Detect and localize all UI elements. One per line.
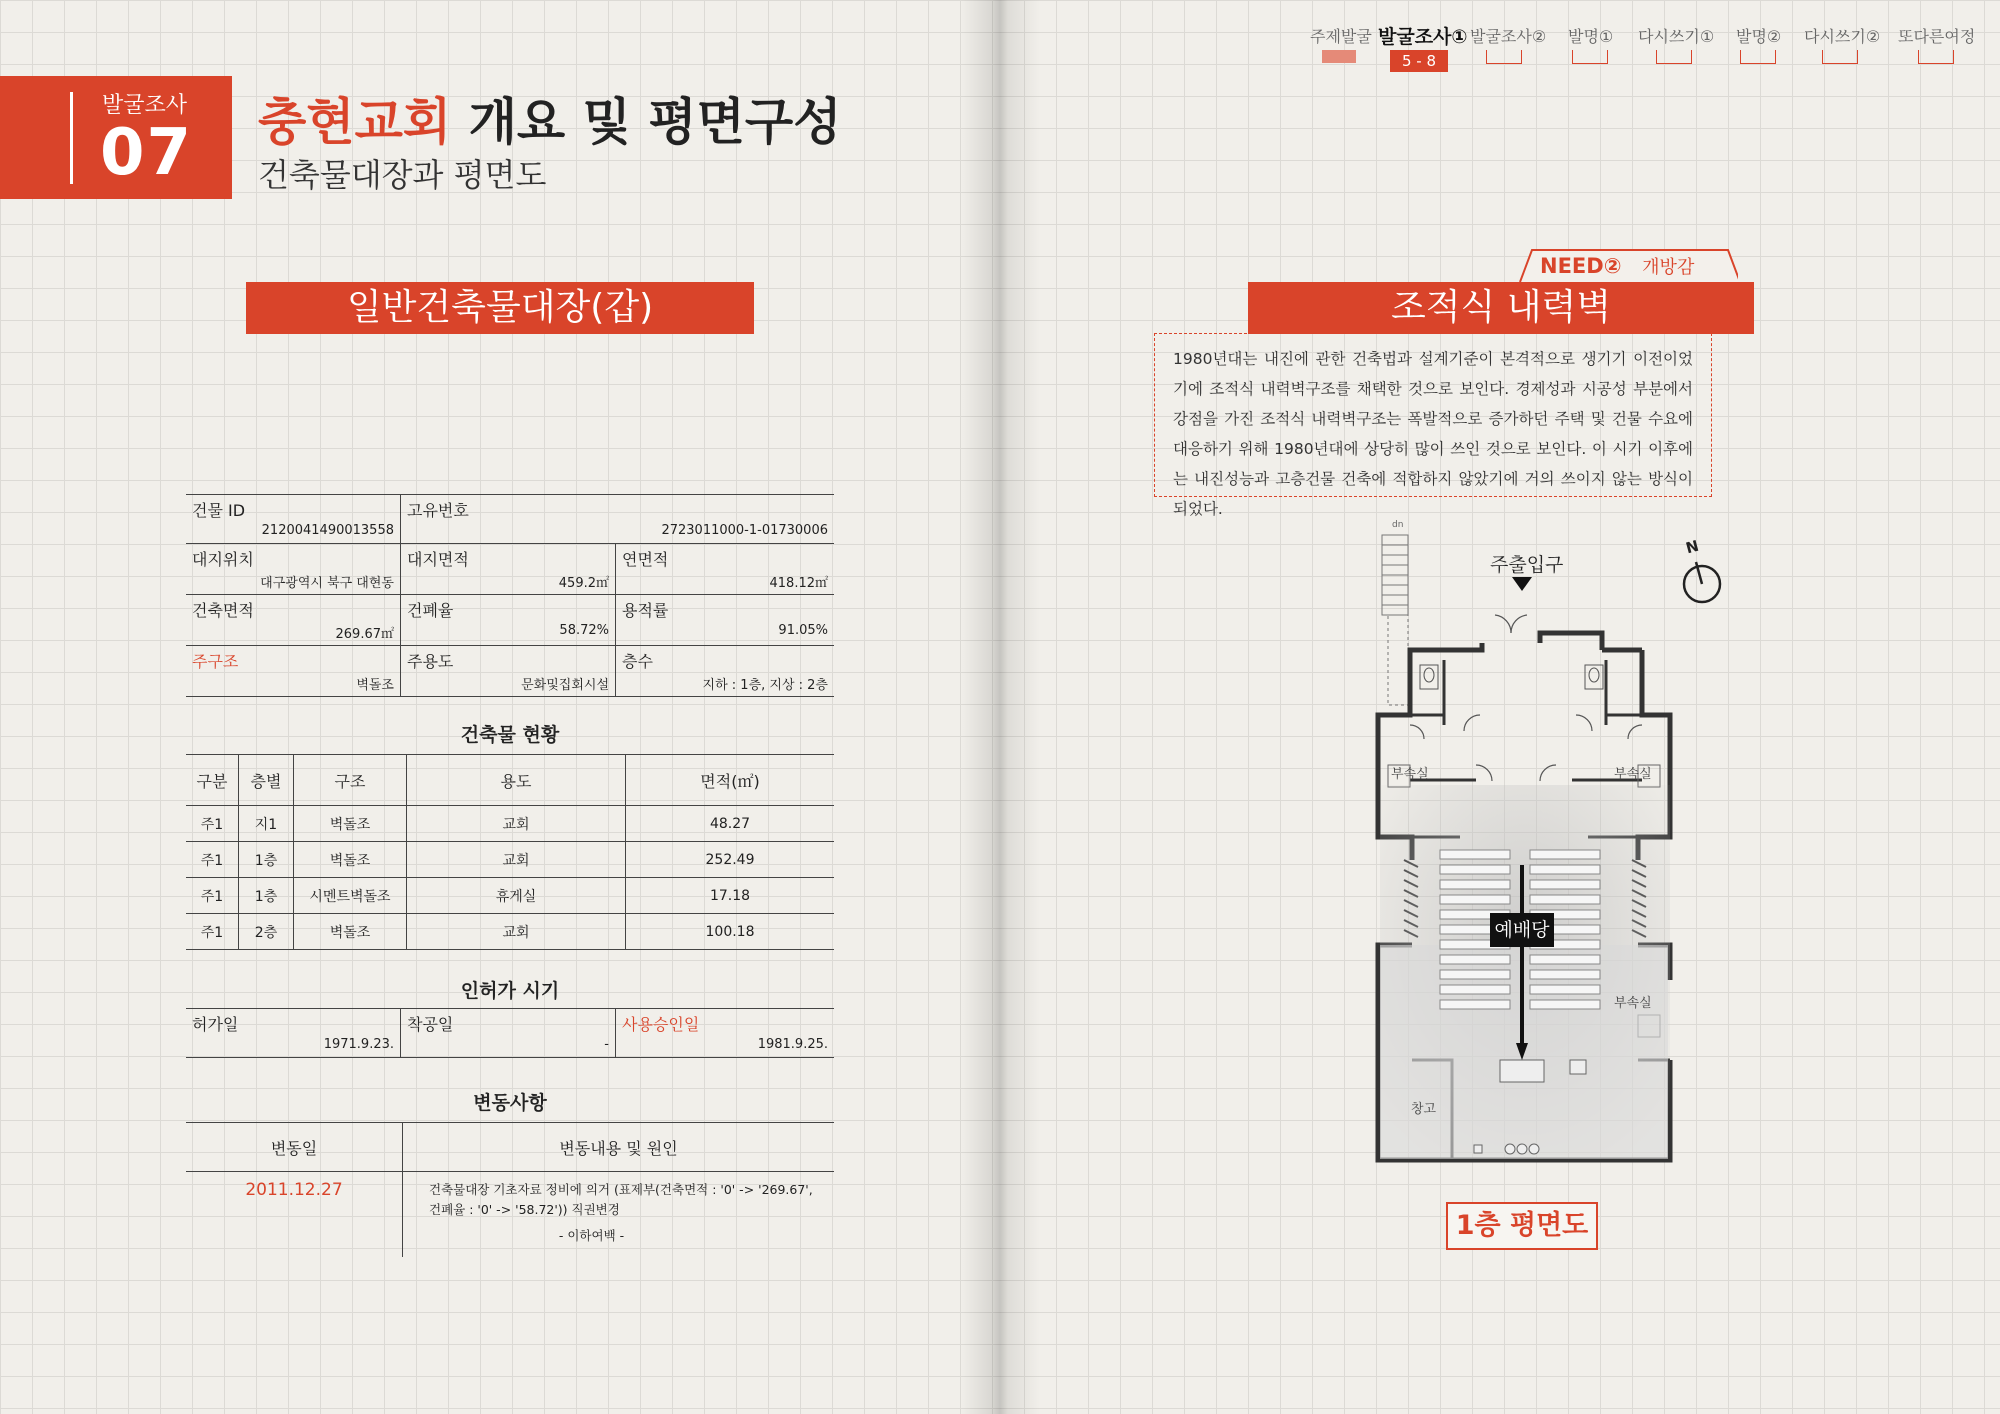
table-cell: 주1	[186, 806, 239, 842]
structure-label: 주구조	[192, 652, 239, 671]
table-row	[186, 806, 834, 842]
status-table	[186, 754, 834, 950]
room-label-left: 부속실	[1391, 767, 1429, 782]
coverage-label: 건폐율	[407, 601, 454, 620]
approval-label: 사용승인일	[622, 1015, 700, 1034]
need-label: NEED②	[1540, 254, 1622, 278]
change-header: 변동내용 및 원인	[403, 1123, 835, 1172]
table-row	[186, 914, 834, 950]
total-area-label: 연면적	[622, 550, 669, 569]
total-area-value: 418.12㎡	[769, 576, 828, 591]
coverage-value: 58.72%	[559, 623, 609, 638]
table-cell: 시멘트벽돌조	[294, 878, 407, 914]
building-area-label: 건축면적	[192, 601, 254, 620]
status-header: 용도	[407, 755, 626, 806]
table-cell: 휴게실	[407, 878, 626, 914]
status-header: 면적(㎡)	[626, 755, 835, 806]
change-title: 변동사항	[473, 1092, 547, 1114]
title-rest: 개요 및 평면구성	[451, 93, 842, 151]
nav-marker	[1572, 50, 1608, 64]
description-box: 1980년대는 내진에 관한 건축법과 설계기준이 본격적으로 생기기 이전이었기에 조적식 내력벽구조를 채택한 것으로 보인다. 경제성과 시공성 부분에서 강점을 가진 조적식 내력벽구조는 폭발적으로 증가하던 주택 및 건물 수요에 대응하기 위해 1980년대에 상당히 많이 쓰인 것으로 보인다. 이 시기 이후에는 내진성능과 고층건물 건축에 적합하지 않았기에 거의 쓰이지 않는 방식이 되었다.	[1154, 333, 1712, 497]
table-cell: 48.27	[626, 806, 835, 842]
structure-value: 벽돌조	[356, 678, 394, 693]
table-cell: 벽돌조	[294, 842, 407, 878]
nav-item[interactable]: 발명①	[1568, 27, 1614, 46]
section-title-register: 일반건축물대장(갑)	[246, 282, 754, 334]
entrance-arrow	[1512, 577, 1532, 591]
floors-value: 지하 : 1층, 지상 : 2층	[702, 678, 828, 693]
floors-label: 층수	[622, 652, 653, 671]
unique-no-label: 고유번호	[407, 501, 469, 520]
table-cell: 1층	[239, 878, 294, 914]
nav-item[interactable]: 발굴조사②	[1470, 27, 1547, 46]
nav-item-active[interactable]: 발굴조사①	[1378, 26, 1468, 48]
storage-label: 창고	[1411, 1102, 1437, 1117]
page-range-badge: 5 - 8	[1390, 50, 1448, 72]
table-cell: 교회	[407, 914, 626, 950]
status-header: 구분	[186, 755, 239, 806]
chapter-divider	[70, 92, 73, 184]
table-cell: 벽돌조	[294, 806, 407, 842]
book-fold	[960, 0, 1040, 1414]
change-line: 건축물대장 기초자료 정비에 의거 (표제부(건축면적 : '0' -> '269.67',	[429, 1182, 813, 1197]
change-table	[186, 1122, 834, 1257]
outdoor-stair	[1370, 535, 1408, 710]
register-table	[186, 494, 834, 697]
status-title: 건축물 현황	[460, 724, 560, 746]
north-label: N	[1683, 536, 1701, 558]
nav-marker	[1656, 50, 1692, 64]
table-cell: 벽돌조	[294, 914, 407, 950]
nav-item[interactable]: 발명②	[1736, 27, 1782, 46]
nav-item[interactable]: 다시쓰기①	[1638, 27, 1715, 46]
table-cell: 주1	[186, 914, 239, 950]
table-cell: 100.18	[626, 914, 835, 950]
permit-title: 인허가 시기	[460, 980, 560, 1002]
entrance-label: 주출입구	[1490, 554, 1564, 576]
plan-caption: 1층 평면도	[1446, 1202, 1598, 1250]
use-value: 문화및집회시설	[521, 678, 609, 693]
section-title-wall: 조적식 내력벽	[1248, 282, 1754, 334]
table-cell: 252.49	[626, 842, 835, 878]
nav-marker	[1918, 50, 1954, 64]
change-content	[403, 1172, 835, 1258]
site-area-label: 대지면적	[407, 550, 469, 569]
far-value: 91.05%	[778, 623, 828, 638]
location-value: 대구광역시 북구 대현동	[260, 576, 394, 591]
main-hall-label: 예배당	[1490, 913, 1554, 947]
unique-no-value: 2723011000-1-01730006	[661, 523, 828, 538]
nav-item[interactable]: 다시쓰기②	[1804, 27, 1881, 46]
room-label-right: 부속실	[1614, 767, 1652, 782]
location-label: 대지위치	[192, 550, 254, 569]
chapter-number: 07	[100, 116, 194, 190]
permit-date: 1971.9.23.	[323, 1037, 394, 1052]
nav-item[interactable]: 주제발굴	[1310, 27, 1372, 46]
permit-table	[186, 1008, 834, 1058]
building-area-value: 269.67㎡	[335, 627, 394, 642]
table-row	[186, 878, 834, 914]
title-highlight: 충현교회	[258, 93, 452, 151]
status-header: 구조	[294, 755, 407, 806]
table-cell: 2층	[239, 914, 294, 950]
table-cell: 17.18	[626, 878, 835, 914]
table-cell: 교회	[407, 842, 626, 878]
table-cell: 지1	[239, 806, 294, 842]
room-label-right2: 부속실	[1614, 996, 1652, 1011]
change-date: 2011.12.27	[186, 1172, 403, 1258]
nav-marker	[1822, 50, 1858, 64]
building-id-value: 2120041490013558	[261, 523, 394, 538]
status-header-row	[186, 755, 834, 806]
nav-marker	[1322, 50, 1356, 63]
table-cell: 주1	[186, 842, 239, 878]
site-area-value: 459.2㎡	[558, 576, 609, 591]
start-label: 착공일	[407, 1015, 454, 1034]
nav-marker	[1740, 50, 1776, 64]
building-id-label: 건물 ID	[192, 501, 246, 520]
use-label: 주용도	[407, 652, 454, 671]
permit-label: 허가일	[192, 1015, 239, 1034]
page-subtitle: 건축물대장과 평면도	[258, 156, 547, 194]
floor-plan	[1370, 515, 1700, 1245]
nav-marker	[1486, 50, 1522, 64]
north-arrow-icon	[1678, 540, 1726, 606]
table-cell: 주1	[186, 878, 239, 914]
approval-date: 1981.9.25.	[757, 1037, 828, 1052]
chapter-tab	[0, 76, 232, 199]
toilets	[1420, 665, 1603, 689]
need-tag	[1540, 253, 1694, 279]
table-cell: 1층	[239, 842, 294, 878]
chapter-label: 발굴조사	[102, 93, 188, 118]
change-line: 건폐율 : '0' -> '58.72')) 직권변경	[429, 1202, 620, 1217]
status-header: 층별	[239, 755, 294, 806]
need-value: 개방감	[1642, 257, 1695, 278]
start-date: -	[604, 1037, 609, 1052]
change-header: 변동일	[186, 1123, 403, 1172]
table-cell: 교회	[407, 806, 626, 842]
stair-label: dn	[1392, 520, 1404, 530]
table-row	[186, 842, 834, 878]
page-title	[258, 82, 842, 154]
change-end: - 이하여백 -	[558, 1228, 625, 1243]
nav-item[interactable]: 또다른여정	[1898, 27, 1976, 46]
far-label: 용적률	[622, 601, 669, 620]
